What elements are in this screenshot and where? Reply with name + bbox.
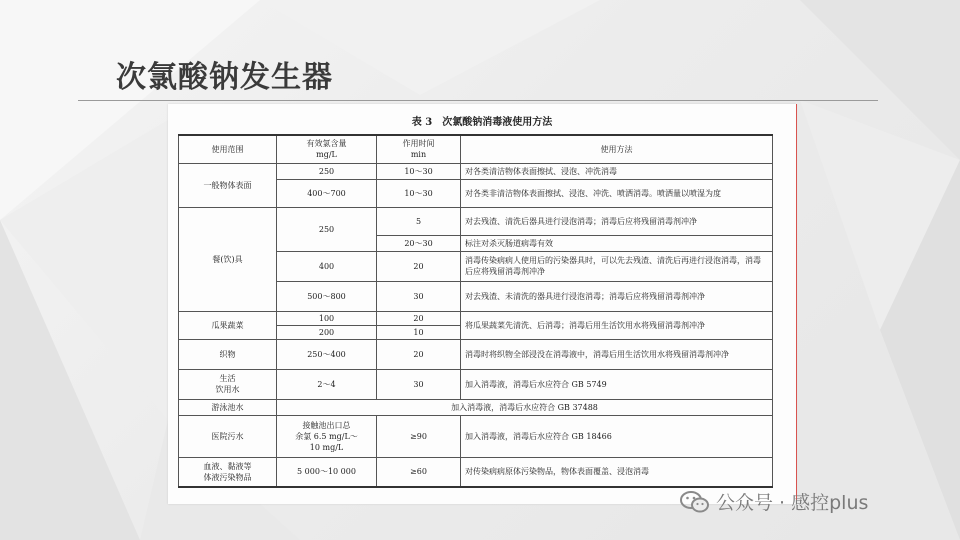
conc-line3: 10 mg/L — [309, 442, 344, 452]
table-row — [179, 311, 773, 325]
scope-fabric: 织物 — [179, 339, 277, 369]
time-cell: 10～30 — [377, 179, 461, 207]
method-cell: 对去残渣、清洗后器具进行浸泡消毒；消毒后应将残留消毒剂冲净 — [461, 207, 773, 235]
scope-drinking-water — [179, 369, 277, 399]
watermark — [680, 488, 868, 515]
scope-drinking-water-line2: 饮用水 — [215, 385, 240, 394]
conc-cell — [277, 415, 377, 457]
slide-title: 次氯酸钠发生器 — [116, 60, 333, 95]
table-row — [179, 207, 773, 235]
scope-body-fluids-line1: 血液、黏液等 — [203, 461, 252, 471]
table-row — [179, 415, 773, 457]
conc-line1: 接触池出口总 — [302, 420, 351, 430]
conc-cell: 250 — [277, 207, 377, 251]
method-cell: 对各类清洁物体表面擦拭、浸泡、冲洗消毒 — [461, 163, 773, 179]
table-row — [179, 369, 773, 399]
table-caption: 表 3 次氯酸钠消毒液使用方法 — [411, 117, 553, 128]
conc-cell: 500～800 — [277, 281, 377, 311]
table-row — [179, 399, 773, 415]
method-cell: 消毒时将织物全部浸没在消毒液中，消毒后用生活饮用水将残留消毒剂冲净 — [461, 339, 773, 369]
time-cell: 20～30 — [377, 235, 461, 251]
time-cell: 10～30 — [377, 163, 461, 179]
time-cell: 5 — [377, 207, 461, 235]
header-concentration — [277, 135, 377, 163]
method-cell: 加入消毒液，消毒后水应符合 GB 5749 — [461, 369, 773, 399]
conc-cell: 250～400 — [277, 339, 377, 369]
table-row — [179, 457, 773, 487]
method-cell: 将瓜果蔬菜先清洗、后消毒；消毒后用生活饮用水将残留消毒剂冲净 — [461, 311, 773, 339]
header-time-line1: 作用时间 — [402, 139, 435, 149]
watermark-text: 公众号 · 感控plus — [716, 492, 869, 514]
conc-cell: 100 — [277, 311, 377, 325]
method-cell: 加入消毒液，消毒后水应符合 GB 37488 — [277, 399, 773, 415]
method-cell: 消毒传染病病人使用后的污染器具时，可以先去残渣、清洗后再进行浸泡消毒，消毒后应将残留消毒剂冲净 — [461, 251, 773, 281]
title-divider — [78, 100, 878, 101]
scope-hospital-sewage: 医院污水 — [179, 415, 277, 457]
header-time-line2: min — [410, 150, 427, 160]
header-concentration-line1: 有效氯含量 — [306, 139, 347, 149]
document-edge-line — [796, 104, 797, 504]
conc-cell: 250 — [277, 163, 377, 179]
header-scope: 使用范围 — [179, 135, 277, 163]
document-image — [168, 104, 796, 504]
disinfectant-usage-table — [178, 134, 773, 488]
method-cell: 标注对杀灭肠道病毒有效 — [461, 235, 773, 251]
scope-tableware: 餐(饮)具 — [179, 207, 277, 311]
method-cell: 加入消毒液，消毒后水应符合 GB 18466 — [461, 415, 773, 457]
conc-cell: 400～700 — [277, 179, 377, 207]
scope-body-fluids-line2: 体液污染物品 — [203, 472, 252, 482]
header-method: 使用方法 — [461, 135, 773, 163]
table-row — [179, 339, 773, 369]
wechat-icon — [680, 490, 710, 514]
table-row — [179, 163, 773, 179]
time-cell: ≥90 — [377, 415, 461, 457]
conc-cell: 400 — [277, 251, 377, 281]
time-cell: 20 — [377, 251, 461, 281]
scope-pool-water: 游泳池水 — [179, 399, 277, 415]
conc-cell: 5 000～10 000 — [277, 457, 377, 487]
scope-general-surface: 一般物体表面 — [179, 163, 277, 207]
conc-line2: 余氯 6.5 mg/L～ — [295, 431, 358, 441]
method-cell: 对各类非清洁物体表面擦拭、浸泡、冲洗、喷洒消毒。喷洒量以喷湿为度 — [461, 179, 773, 207]
method-cell: 对去残渣、未清洗的器具进行浸泡消毒；消毒后应将残留消毒剂冲净 — [461, 281, 773, 311]
header-concentration-line2: mg/L — [316, 150, 337, 160]
time-cell: ≥60 — [377, 457, 461, 487]
conc-cell: 2～4 — [277, 369, 377, 399]
scope-drinking-water-line1: 生活 — [219, 374, 236, 383]
conc-cell: 200 — [277, 325, 377, 339]
time-cell: 20 — [377, 311, 461, 325]
time-cell: 30 — [377, 281, 461, 311]
header-time — [377, 135, 461, 163]
time-cell: 20 — [377, 339, 461, 369]
method-cell: 对传染病病原体污染物品，物体表面覆盖、浸泡消毒 — [461, 457, 773, 487]
time-cell: 10 — [377, 325, 461, 339]
scope-body-fluids — [179, 457, 277, 487]
time-cell: 30 — [377, 369, 461, 399]
scope-fruit-veg: 瓜果蔬菜 — [179, 311, 277, 339]
